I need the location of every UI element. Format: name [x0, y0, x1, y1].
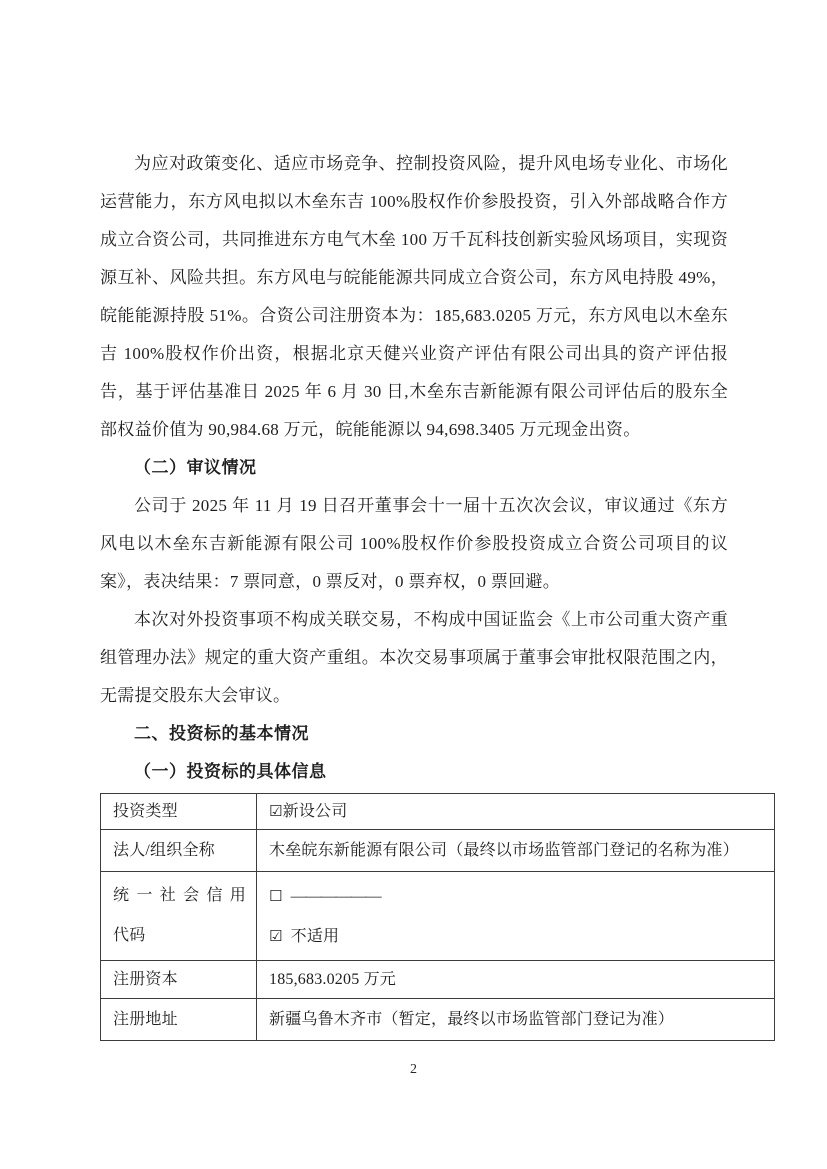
checkbox-unchecked-icon: ☐: [269, 886, 283, 905]
credit-code-option-blank: [269, 876, 764, 916]
credit-code-label-line1: 统一社会信用: [113, 887, 246, 904]
row-label: 注册资本: [101, 961, 257, 999]
row-label: 法人/组织全称: [101, 830, 257, 872]
table-row-registered-address: [101, 999, 775, 1041]
checkbox-checked-icon: ☑: [269, 802, 283, 820]
registered-address-value: 新疆乌鲁木齐市（暂定，最终以市场监管部门登记为准）: [257, 999, 775, 1041]
table-row-credit-code: [101, 872, 775, 961]
investment-target-table: [100, 793, 775, 1041]
heading-subsection-one: （一）投资标的具体信息: [134, 762, 327, 781]
paragraph-related-party: 本次对外投资事项不构成关联交易，不构成中国证监会《上市公司重大资产重组管理办法》规定的重大资产重组。本次交易事项属于董事会审批权限范围之内，无需提交股东大会审议。: [100, 610, 728, 705]
investment-type-value: 新设公司: [282, 803, 348, 820]
heading-section-two: 二、投资标的基本情况: [134, 724, 309, 743]
row-label: [101, 872, 257, 961]
paragraph-board-review: 公司于 2025 年 11 月 19 日召开董事会十一届十五次次会议，审议通过《东方风电以木垒东吉新能源有限公司 100%股权作价参股投资成立合资公司项目的议案》，表决结果：7 票同意，0 票反对，0 票弃权，0 票回避。: [100, 496, 728, 591]
checkbox-checked-icon: ☑: [269, 926, 283, 945]
row-label: 注册地址: [101, 999, 257, 1041]
table-row-legal-name: [101, 830, 775, 872]
table-row-registered-capital: [101, 961, 775, 999]
not-applicable-label: 不适用: [290, 927, 340, 945]
legal-name-value: 木垒皖东新能源有限公司（最终以市场监管部门登记的名称为准）: [257, 830, 775, 872]
row-value: [257, 794, 775, 830]
credit-code-option-na: [269, 916, 764, 956]
credit-code-value: [257, 872, 775, 961]
blank-line: ——————: [290, 887, 381, 905]
page-number: 2: [410, 1062, 417, 1077]
table-row-investment-type: [101, 794, 775, 830]
credit-code-label-line2: 代码: [113, 927, 146, 944]
row-label: 投资类型: [101, 794, 257, 830]
document-body: [100, 145, 739, 1041]
heading-review-status: （二）审议情况: [134, 458, 257, 477]
paragraph-investment-background: 为应对政策变化、适应市场竞争、控制投资风险，提升风电场专业化、市场化运营能力，东方风电拟以木垒东吉 100%股权作价参股投资，引入外部战略合作方成立合资公司，共同推进东方电气木垒 100 万千瓦科技创新实验风场项目，实现资源互补、风险共担。东方风电与皖能能源共同成立合资公司，东方风电持股 49%，皖能能源持股 51%。合资公司注册资本为：185,683.0205 万元，东方风电以木垒东吉 100%股权作价出资，根据北京天健兴业资产评估有限公司出具的资产评估报告，基于评估基准日 2025 年 6 月 30 日,木垒东吉新能源有限公司评估后的股东全部权益价值为 90,984.68 万元，皖能能源以 94,698.3405 万元现金出资。: [100, 154, 728, 439]
registered-capital-value: 185,683.0205 万元: [257, 961, 775, 999]
